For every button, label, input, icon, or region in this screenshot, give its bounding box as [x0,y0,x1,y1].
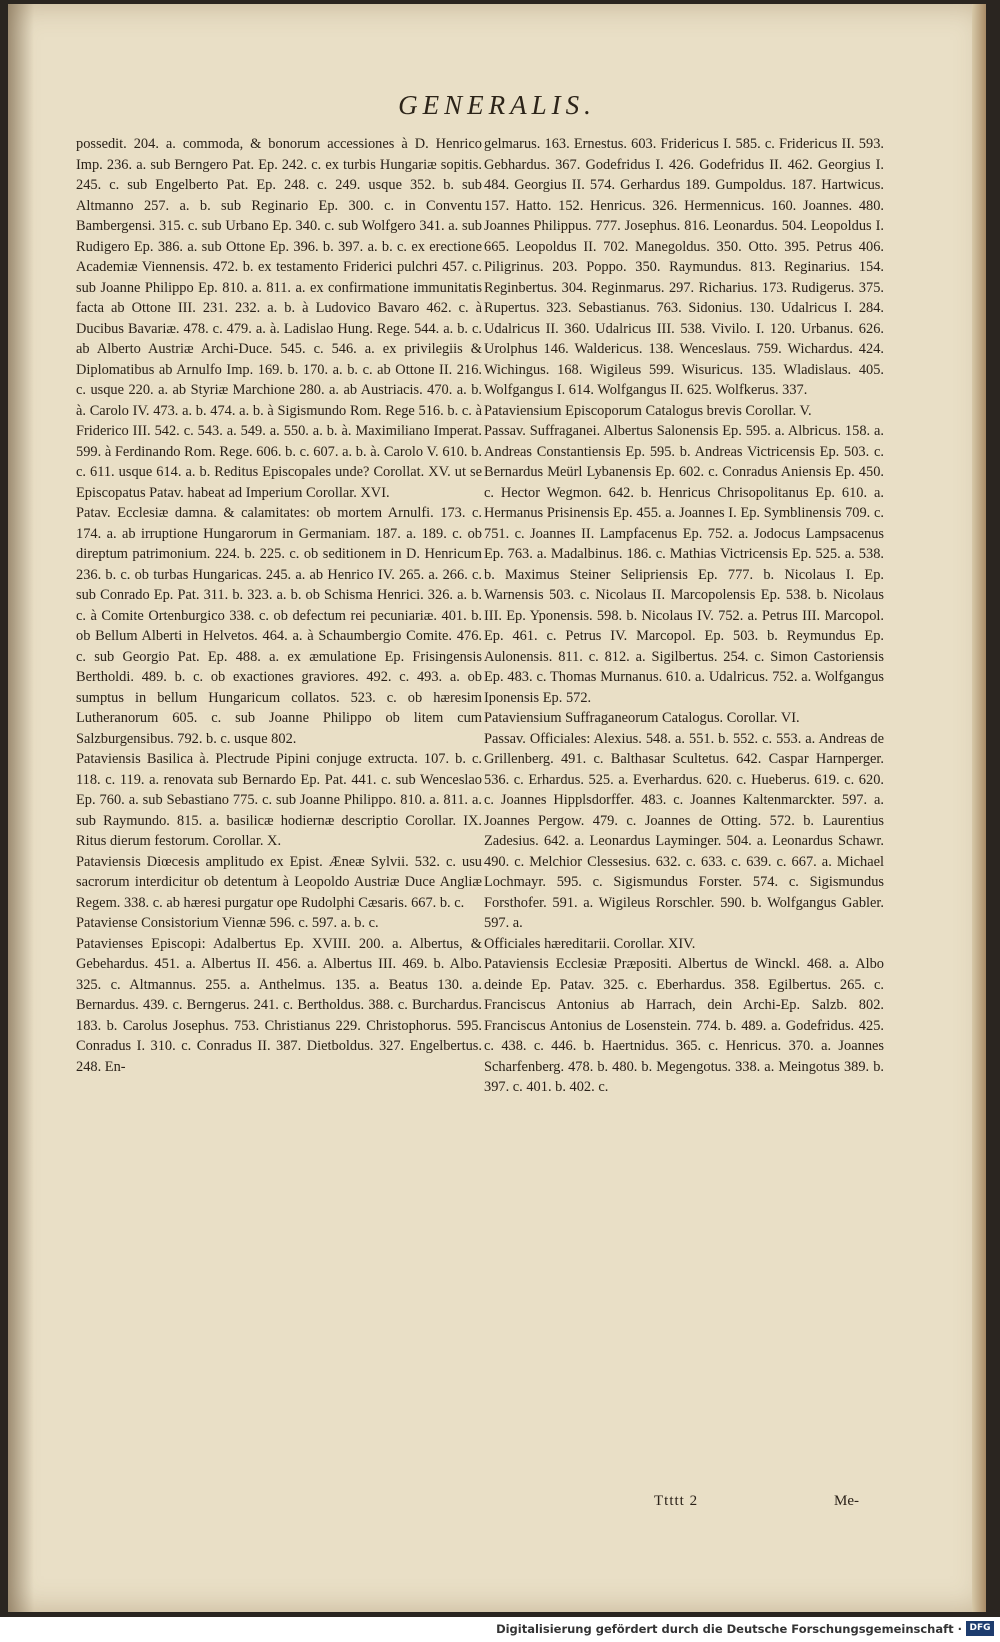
index-entry [76,749,482,852]
entry-text: Ecclesiæ Præpositi. Albertus de Winckl. 468. a. Albo deinde Ep. Patav. 325. c. Eberhardus. 358. Egilbertus. 265. c. Franciscus Antonius ab Harrach, dein Archi-Ep. Salzb. 802. Franciscus Antonius de Losenstein. 774. b. 489. a. Godefridus. 425. c. 438. c. 446. b. Haertnidus. 365. c. Henricus. 370. a. Joannes Scharfenberg. 478. b. 480. b. Megengotus. 338. a. Meingotus 389. b. 397. c. 401. b. 402. c. [484,956,884,1095]
entry-text: possedit. 204. a. commoda, & bonorum accessiones à D. Henrico Imp. 236. a. sub Berngero Pat. Ep. 242. c. ex turbis Hungariæ sopitis. 245. c. sub Engelberto Pat. Ep. 248. c. 249. usque 352. b. sub Altmanno 257. a. b. sub Reginario Ep. 300. c. in Conventu Bambergensi. 315. c. sub Urbano Ep. 340. c. sub Wolfgero 341. a. sub Rudigero Ep. 386. a. sub Ottone Ep. 396. b. 397. a. b. c. ex erectione Academiæ Viennensis. 472. b. ex testamento Friderici pulchri 457. c. sub Joanne Philippo Ep. 810. a. 811. a. ex confirmatione immunitatis facta ab Ottone III. 231. 232. a. b. à Ludovico Bavaro 462. c. à Ducibus Bavariæ. 478. c. 479. a. à. Ladislao Hung. Rege. 544. a. b. c. ab Alberto Austriæ Archi-Duce. 545. c. 546. a. ex privilegiis & Diplomatibus ab Arnulfo Imp. 169. b. 170. a. b. c. ab Ottone II. 216. c. usque 220. a. ab Styriæ Marchione 280. a. ab Austriacis. 470. a. b. à. Carolo IV. 473. a. b. 474. a. b. à Sigismundo Rom. Rege 516. b. c. à Friderico III. 542. c. 543. a. 549. a. 550. a. b. à. Maximiliano Imperat. 599. à Ferdinando Rom. Rege. 606. b. c. 607. a. b. à. Carolo V. 610. b. c. 611. usque 614. a. b. Reditus Episcopales unde? Corollat. XV. ut se Episcopatus Patav. habeat ad Imperium Corollar. XVI. [76,136,482,501]
entry-text: Ecclesiæ damna. & calamitates: ob mortem Arnulfi. 173. c. 174. a. ab irruptione Hungarorum in Germaniam. 187. a. 189. c. ob direptum patrimonium. 224. b. 225. c. ob seditionem in D. Henricum 236. b. c. ob turbas Hungaricas. 245. a. ab Henrico IV. 265. a. 266. c. sub Conrado Ep. Pat. 311. b. 323. a. b. ob Schisma Henrici. 326. a. b. c. à Comite Ortenburgico 338. c. ob defectum rei pecuniariæ. 401. b. ob Bellum Alberti in Helvetos. 464. a. à Schaumbergio Comite. 476. c. sub Georgio Pat. Ep. 488. a. ex æmulatione Ep. Frisingensis Bertholdi. 489. b. c. ob exactiones graviores. 492. c. 493. a. ob sumptus in bellum Hungaricum collatos. 523. c. ob hæresim Lutheranorum 605. c. sub Joanne Philippo ob litem cum Salzburgensibus. 792. b. c. usque 802. [76,505,482,747]
left-column [76,134,482,1077]
entry-text: gelmarus. 163. Ernestus. 603. Fridericus I. 585. c. Fridericus II. 593. Gebhardus. 367. Godefridus I. 426. Godefridus II. 462. Georgius I. 484. Georgius II. 574. Gerhardus 189. Gumpoldus. 187. Hartwicus. 157. Hatto. 152. Henricus. 326. Hermennicus. 160. Joannes. 480. Joannes Philippus. 777. Josephus. 816. Leonardus. 504. Leopoldus I. 665. Leopoldus II. 702. Manegoldus. 350. Otto. 395. Petrus 406. Piligrinus. 203. Poppo. 350. Raymundus. 813. Reginarius. 154. Reginbertus. 304. Reginmarus. 297. Richarius. 173. Rudigerus. 375. Rupertus. 323. Sebastianus. 763. Sidonius. 130. Udalricus I. 284. Udalricus II. 360. Udalricus III. 538. Vivilo. I. 120. Urbanus. 626. Urolphus 146. Waldericus. 138. Wenceslaus. 759. Wichardus. 424. Wichingus. 168. Wigileus 599. Wisuricus. 135. Wladislaus. 405. Wolfgangus I. 614. Wolfgangus II. 625. Wolfkerus. 337. [484,136,884,398]
index-entry [484,708,884,729]
entry-head: Pataviensis [76,853,141,870]
book-page [8,4,986,1612]
entry-text: Consistorium Viennæ 596. c. 597. a. b. c. [141,915,379,931]
entry-head: Passav. [484,730,526,747]
entry-head: Pataviensium [484,710,562,726]
catchword: Me- [834,1493,859,1509]
index-entry [76,134,482,503]
entry-text: Suffraganeorum Catalogus. Corollar. VI. [565,710,800,726]
index-entry [76,913,482,934]
right-column [484,134,884,1098]
entry-text: Officiales: Alexius. 548. a. 551. b. 552. c. 553. a. Andreas de Grillenberg. 491. c. Balthasar Scultetus. 642. Caspar Harnperger. 536. c. Erhardus. 525. a. Everhardus. 620. c. Hueberus. 619. c. 620. c. Joannes Hipplsdorffer. 483. c. Joannes Kaltenmarckter. 597. a. Joannes Pergow. 479. c. Joannes de Otting. 572. b. Laurentius Zadesius. 642. a. Leonardus Layminger. 504. a. Leonardus Schawr. 490. c. Melchior Clessesius. 632. c. 633. c. 639. c. 667. a. Michael Lochmayr. 595. c. Sigismundus Forster. 574. c. Sigismundus Forsthofer. 591. a. Wigileus Rorschler. 590. b. Wolfgangus Gabler. 597. a. [484,730,884,931]
entry-head: Pataviensis [484,956,549,972]
entry-head: Pataviensium [484,402,562,419]
running-head: GENERALIS. [398,90,596,120]
dfg-logo-icon: DFG [966,1621,994,1636]
entry-head: Pataviense [76,915,138,931]
entry-text: Episcopi: Adalbertus Ep. XVIII. 200. a. Albertus, & Gebehardus. 451. a. Albertus II. 456. a. Albertus III. 469. b. Albo. 325. c. Altmannus. 255. a. Anthelmus. 135. a. Beatus 130. a. Bernardus. 439. c. Berngerus. 241. c. Bertholdus. 388. c. Burchardus. 183. b. Carolus Josephus. 753. Christianus 229. Christophorus. 595. Conradus I. 310. c. Conradus II. 387. Dietboldus. 327. Engelbertus. 248. En- [76,935,482,1075]
entry-text: Diœcesis amplitudo ex Epist. Æneæ Sylvii. 532. c. usu sacrorum interdicitur ob detentum à Leopoldo Austriæ Duce Angliæ Regem. 338. c. ab hæresi purgatur ope Rudolphi Cæsaris. 667. b. c. [76,853,482,911]
index-entry [76,852,482,914]
digitization-notice: Digitalisierung gefördert durch die Deutsche Forschungsgemeinschaft · [496,1622,962,1636]
entry-text: Basilica à. Plectrude Pipini conjuge extructa. 107. b. c. 118. c. 119. a. renovata sub Bernardo Ep. Pat. 441. c. sub Wenceslao Ep. 760. a. sub Sebastiano 775. c. sub Joanne Philippo. 810. a. 811. a. sub Raymundo. 815. a. basilicæ hodiernæ descriptio Corollar. IX. Ritus dierum festorum. Corollar. X. [76,751,482,849]
index-entry [484,954,884,1098]
entry-text: hæreditarii. Corollar. XIV. [544,935,696,952]
index-entry [76,934,482,1078]
index-entry [484,421,884,708]
signature-mark: Ttttt 2 [654,1493,699,1509]
entry-head: Patavienses [76,935,144,952]
digitization-footer [0,1617,1000,1642]
index-entry [484,401,884,422]
page-edge [972,4,986,1612]
entry-head: Officiales [484,935,541,952]
index-entry [484,729,884,934]
page-spine-shadow [8,4,34,1612]
entry-head: Passav. [484,423,526,439]
index-entry [484,134,884,401]
entry-text: Suffraganei. Albertus Salonensis Ep. 595. a. Albricus. 158. a. Andreas Constantiensis Ep. 595. b. Andreas Victricensis Ep. 503. c. Bernardus Meürl Lybanensis Ep. 602. c. Conradus Aniensis Ep. 450. c. Hector Wegmon. 642. b. Henricus Chrisopolitanus Ep. 610. a. Hermanus Prisinensis Ep. 455. a. Joannes I. Ep. Symblinensis 709. c. 751. c. Joannes II. Lampfacenus Ep. 752. a. Jodocus Lampsacenus Ep. 763. a. Madalbinus. 186. c. Mathias Victricensis Ep. 525. a. 538. b. Maximus Steiner Selipriensis Ep. 777. b. Nicolaus I. Ep. Warnensis 503. c. Nicolaus II. Marcopolensis Ep. 538. b. Nicolaus III. Ep. Yponensis. 598. b. Nicolaus IV. 752. a. Petrus III. Marcopol. Ep. 461. c. Petrus IV. Marcopol. Ep. 503. b. Reymundus Ep. Aulonensis. 811. c. 812. a. Sigilbertus. 254. c. Simon Castoriensis Ep. 483. c. Thomas Murnanus. 610. a. Udalricus. 752. a. Wolfgangus Iponensis Ep. 572. [484,423,884,706]
entry-head: Pataviensis [76,751,141,767]
index-entry [484,934,884,955]
entry-text: Episcoporum Catalogus brevis Corollar. V. [565,402,812,419]
entry-head: Patav. [76,505,111,521]
index-entry [76,503,482,749]
